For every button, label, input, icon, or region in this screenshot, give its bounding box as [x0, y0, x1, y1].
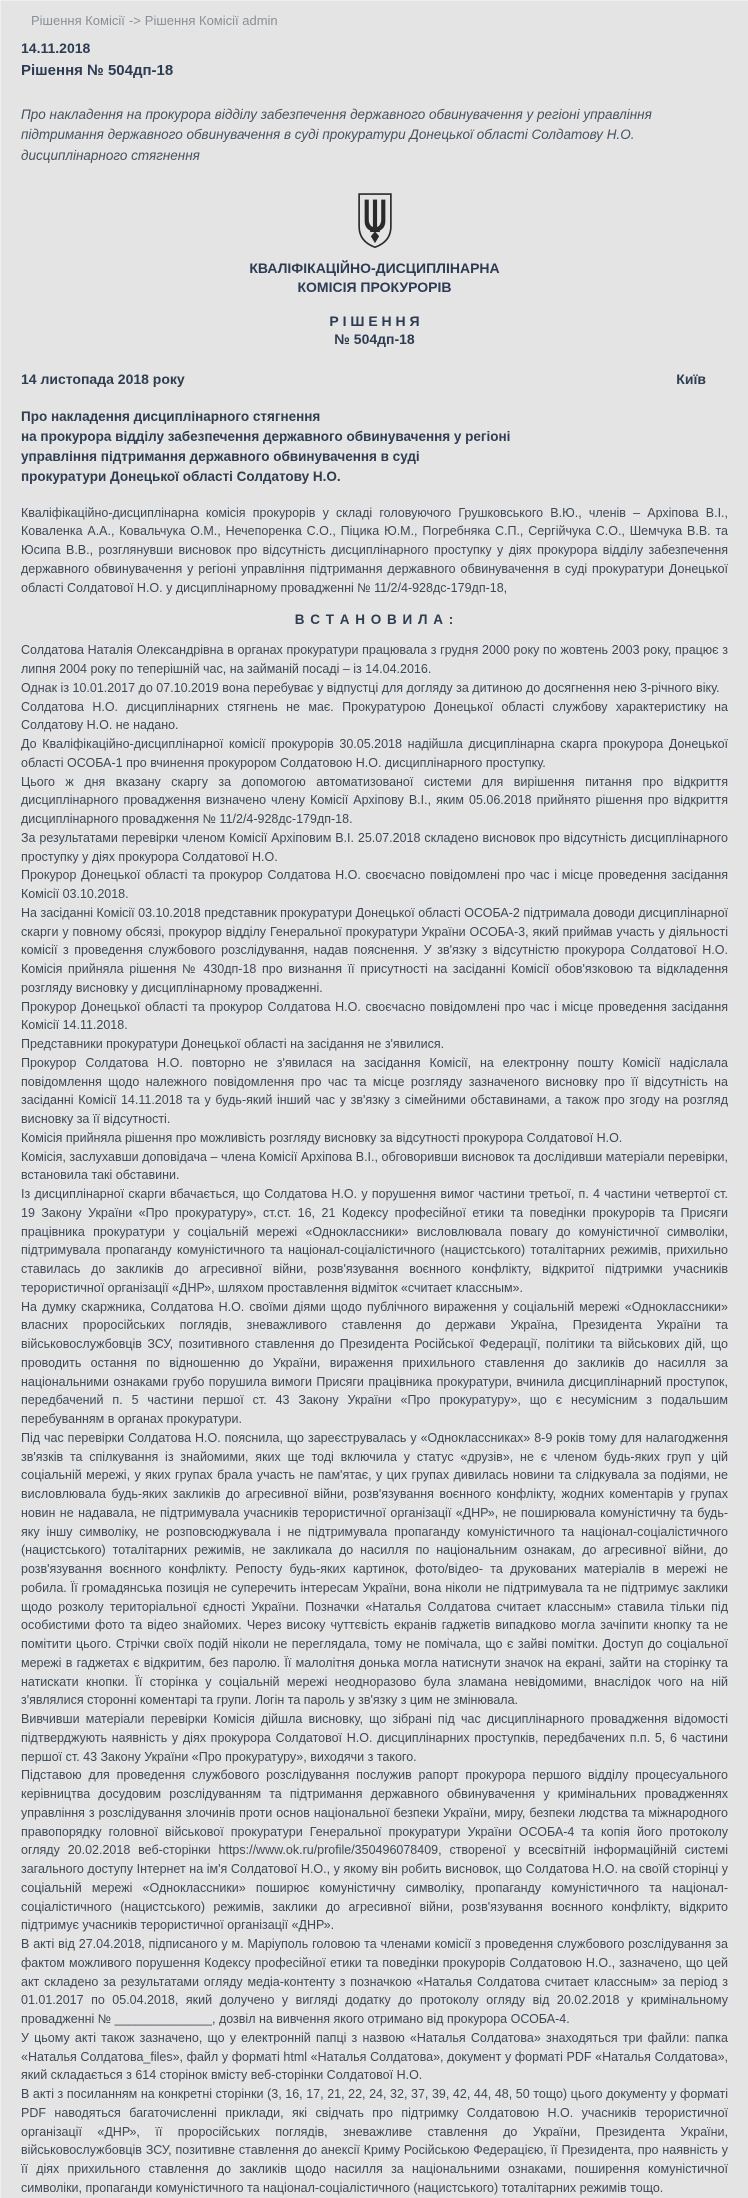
subject-line: управління підтримання державного обвинувачення в суді	[21, 449, 420, 465]
document-paragraph: Однак із 10.01.2017 до 07.10.2019 вона перебуває у відпустці для догляду за дитиною до досягнення нею 3-річного віку.	[21, 680, 720, 695]
document-paragraph: Прокурор Донецької області та прокурор Солдатова Н.О. своєчасно повідомлені про час і місце проведення засідання Комісії 14.11.2018.	[21, 999, 728, 1033]
document-paragraph: Представники прокуратури Донецької області на засідання не з'явилися.	[21, 1037, 445, 1052]
ukraine-trident-emblem-icon	[352, 192, 398, 250]
document-paragraph: Під час перевірки Солдатова Н.О. пояснила, що зареєструвалась у «Одноклассниках» 8-9 років тому для налагодження зв'язків та спілкування із знайомими, яких ще тоді включила у статус «друзів», не є членом будь-яких груп у цій соціальній мережі, у яких групах брала участь не пам'ятає, у цих групах дивилась новини та слідкувала за подіями, не висловлювала будь-яких закликів до агресивної війни, розв'язування воєнного конфлікту, жодних коментарів у групах новин не надавала, не підтримувала учасників терористичної організації «ДНР», не поширювала комуністичну та будь-яку іншу символіку, не розповсюджувала і не підтримувала пропаганду комуністичного та націонал-соціалістичного (нацистського) тоталітарних режимів, не закликала до насилля по національним ознакам, до агресивної війни, до розв'язування воєнного конфлікту. Репосту будь-яких картинок, фото/відео- та друкованих матеріалів в мережі не робила. Її громадянська позиція не суперечить інтересам України, вона ніколи не підтримувала та не підтримує заклики щодо розколу територіальної єдності України. Позначки «Наталья Солдатова считает классным» ставила тільки під особистими фото та відео знайомих. Через високу чуттєвість екранів гаджетів випадково могла зачіпити кнопку та не помітити цього. Стрічки своїх подій ніколи не переглядала, тому не помічала, що є зайві помітки. Доступ до соціальної мережі в гаджетах є відкритим, без паролю. Її малолітня донька могла натиснути значок на екрані, зайти на сторінку та натискати кнопки. Її сторінка у соціальній мережі неодноразово була зламана невідомими, внаслідок чого на ній з'являлися сторонні коментарі та групи. Логін та пароль у зв'язку з цим не змінювала.	[21, 1430, 728, 1708]
breadcrumb	[1, 1, 748, 28]
document-paragraph: Прокурор Донецької області та прокурор Солдатова Н.О. своєчасно повідомлені про час і місце проведення засідання Комісії 03.10.2018.	[21, 868, 728, 902]
document-paragraph: На засіданні Комісії 03.10.2018 представник прокуратури Донецької області ОСОБА-2 підтримала доводи дисциплінарної скарги у повному обсязі, прокурор відділу Генеральної прокуратури України ОСОБА-3, який приймав участь у діяльності комісії з проведення службового розслідування, надав пояснення. У зв'язку з відсутністю прокурора Солдатової Н.О. Комісія прийняла рішення № 430дп-18 про визнання її присутності на засіданні Комісії обов'язковою та відкладення розгляду висновку у дисциплінарному провадженні.	[21, 905, 728, 995]
document-city: Київ	[676, 370, 706, 387]
subject-line: прокуратури Донецької області Солдатову Н.О.	[21, 469, 341, 485]
resolved-heading: В С Т А Н О В И Л А :	[294, 612, 455, 628]
document-paragraph: Вивчивши матеріали перевірки Комісія дійшла висновку, що зібрані під час дисциплінарного провадження відомості підтверджують наявність у діях прокурора Солдатової Н.О. дисциплінарних проступків, передбачених п.п. 5, 6 частини першої ст. 43 Закону України «Про прокуратуру», виходячи з такого.	[21, 1712, 728, 1764]
emblem-container	[21, 192, 728, 255]
date-city-row	[21, 371, 728, 387]
document-paragraph: Підставою для проведення службового розслідування послужив рапорт прокурора першого відділу процесуального керівництва досудовим розслідуванням та підтримання державного обвинувачення у кримінальних провадженнях управління з розслідування злочинів проти основ національної безпеки України, миру, безпеки людства та міжнародного правопорядку головної військової прокуратури Генеральної прокуратури України ОСОБА-4 та копія його протоколу огляду 20.02.2018 веб-сторінки https://www.ok.ru/profile/350496078409, створеної у всесвітній інформаційній системі загального доступу Інтернет на ім'я Солдатової Н.О., у якому він робить висновок, що Солдатова Н.О. на своїй сторінці у соціальній мережі «Одноклассники» поширює комуністичну символіку, пропаганду комуністичного та націонал-соціалістичного (нацистського) режимів, заклики до агресивної війни, розв'язування воєнного конфлікту, відкрито підтримує учасників терористичної організації «ДНР».	[21, 1768, 728, 1933]
document-date: 14 листопада 2018 року	[21, 370, 185, 387]
document-paragraph: До Кваліфікаційно-дисциплінарної комісії прокурорів 30.05.2018 надійшла дисциплінарна скарга прокурора Донецької області ОСОБА-1 про вчинення прокурором Солдатовою Н.О. дисциплінарного проступку.	[21, 737, 728, 770]
decision-document	[21, 192, 728, 2198]
document-body	[21, 641, 728, 2197]
document-paragraph: Прокурор Солдатова Н.О. повторно не з'явилася на засідання Комісії, на електронну пошту Комісії надіслала повідомлення щодо належного повідомлення про час та місце розгляду зазначеного висновку про її відсутність на засіданні Комісії 14.11.2018 та у будь-який інший час у зв'язку з сімейними обставинами, а також про згоду на розгляд висновку за її відсутності.	[21, 1055, 728, 1127]
page-title: Рішення № 504дп-18	[21, 62, 174, 79]
document-paragraph: У цьому акті також зазначено, що у електронній папці з назвою «Наталья Солдатова» знаходяться три файли: папка «Наталья Солдатова_files», файл у форматі html «Наталья Солдатова», документ у форматі PDF «Наталья Солдатова», який складається з 614 сторінок вмісту веб-сторінки Солдатової Н.О.	[21, 2030, 728, 2083]
breadcrumb-separator: ->	[128, 13, 141, 28]
document-preamble: Кваліфікаційно-дисциплінарна комісія прокурорів у складі головуючого Грушковського В.Ю., членів – Архіпова В.І., Коваленка А.А., Ковальчука О.М., Нечепоренка С.О., Піцика Ю.М., Погребняка С.П., Сергійчука С.О., Шемчука В.В. та Юсипа В.В., розглянувши висновок про відсутність дисциплінарного проступку у діях прокурора відділу забезпечення державного обвинувачення у регіоні управління підтримання державного обвинувачення в суді прокуратури Донецької області Солдатової Н.О. у дисциплінарному провадженні № 11/2/4-928дс-179дп-18,	[21, 505, 728, 595]
breadcrumb-link-decisions-admin[interactable]: Рішення Комісії admin	[144, 13, 278, 28]
document-paragraph: В акті від 27.04.2018, підписаного у м. Маріуполь головою та членами комісії з проведення службового розслідування за фактом можливого порушення Кодексу професійної етики та поведінки прокурорів Солдатовою Н.О., зазначено, що цей акт складено за результатами огляду медіа-контенту з позначкою «Наталья Солдатова считает классным» за період з 01.01.2017 по 05.04.2018, який долучено у вигляді додатку до протоколу огляду від 20.02.2018 у кримінальному провадженні № ______________, дозвіл на вивчення якого отримано від прокурора ОСОБА-4.	[21, 1937, 728, 2027]
post-meta	[21, 40, 728, 79]
document-subject	[21, 407, 728, 488]
subject-line: Про накладення дисциплінарного стягнення	[21, 408, 321, 424]
document-paragraph: Комісія, заслухавши доповідача – члена Комісії Архіпова В.І., обговоривши висновок та дослідивши матеріали перевірки, встановила такі обставини.	[21, 1149, 728, 1183]
document-paragraph: Комісія прийняла рішення про можливість розгляду висновку за відсутності прокурора Солдатової Н.О.	[21, 1130, 623, 1145]
post-date: 14.11.2018	[21, 40, 91, 56]
breadcrumb-link-decisions[interactable]: Рішення Комісії	[31, 13, 125, 28]
document-paragraph: На думку скаржника, Солдатова Н.О. своїми діями щодо публічного вираження у соціальній мережі «Одноклассники» власних проросійських поглядів, зневажливого ставлення до держави Україна, Президента України та військовослужбовців ЗСУ, позитивного ставлення до Президента Російської Федерації, політики та військових дій, що проводить остання по відношенню до України, вираження прихильного ставлення до закликів до насилля за національними ознаками грубо порушила вимоги Присяги працівника прокуратури, вчинила дисциплінарний проступок, передбачений п. 5 частини першої ст. 43 Закону України «Про прокуратуру», що є несумісним з подальшим перебуванням в органах прокуратури.	[21, 1299, 728, 1427]
document-number: № 504дп-18	[334, 330, 415, 347]
subject-line: на прокурора відділу забезпечення державного обвинувачення у регіоні	[21, 428, 511, 444]
organization-name	[21, 259, 728, 297]
decision-summary: Про накладення на прокурора відділу забезпечення державного обвинувачення у регіоні управління підтримання державного обвинувачення в суді прокуратури Донецької області Солдатову Н.О. дисциплінарного стягнення	[21, 107, 652, 163]
document-paragraph: Цього ж дня вказану скаргу за допомогою автоматизованої системи для вирішення питання про відкриття дисциплінарного провадження визначено члену Комісії Архіпову В.І., яким 05.06.2018 прийнято рішення про відкриття дисциплінарного провадження № 11/2/4-928дс-179дп-18.	[21, 774, 728, 827]
organization-name-line2: КОМІСІЯ ПРОКУРОРІВ	[297, 278, 452, 295]
document-paragraph: За результатами перевірки членом Комісії Архіповим В.І. 25.07.2018 складено висновок про відсутність дисциплінарного проступку у діях прокурора Солдатової Н.О.	[21, 830, 728, 864]
document-paragraph: Солдатова Наталія Олександрівна в органах прокуратури працювала з грудня 2000 року по жовтень 2003 року, працює з липня 2004 року по теперішній час, на займаній посаді – із 14.04.2016.	[21, 643, 728, 677]
organization-name-line1: КВАЛІФІКАЦІЙНО-ДИСЦИПЛІНАРНА	[249, 259, 500, 276]
document-paragraph: Солдатова Н.О. дисциплінарних стягнень не має. Прокуратурою Донецької області службову характеристику на Солдатову Н.О. не надано.	[21, 699, 728, 733]
document-paragraph: Із дисциплінарної скарги вбачається, що Солдатова Н.О. у порушення вимог частини третьої, п. 4 частини четвертої ст. 19 Закону України «Про прокуратуру», ст.ст. 16, 21 Кодексу професійної етики та поведінки прокурорів та Присяги працівника прокуратури у соціальній мережі «Одноклассники» висловлювала повагу до комуністичної символіки, підтримувала пропаганду комуністичного та націонал-соціалістичного (нацистського) тоталітарних режимів, прихильно ставилась до закликів до агресивної війни, розв'язування воєнного конфлікту, відкритої підтримки учасників терористичної організації «ДНР», шляхом проставлення відміток «считает классным».	[21, 1187, 728, 1295]
document-paragraph: В акті з посиланням на конкретні сторінки (3, 16, 17, 21, 22, 24, 32, 37, 39, 42, 44, 48, 50 тощо) цього документу у форматі PDF наводяться багаточисленні приклади, які свідчать про підтримку Солдатовою Н.О. учасників терористичної організації «ДНР», її проросійських поглядів, зневажливе ставлення до України, Президента України, військовослужбовців ЗСУ, позитивне ставлення до анексії Криму Російською Федерацією, її Президента, про наявність у її діях прихильного ставлення до закликів щодо насилля за національними ознаками, поширення комуністичної символіки, пропаганди комуністичного та націонал-соціалістичного (нацистського) тоталітарних режимів тощо.	[21, 2087, 728, 2195]
document-type-heading: Р І Ш Е Н Н Я	[329, 312, 420, 329]
